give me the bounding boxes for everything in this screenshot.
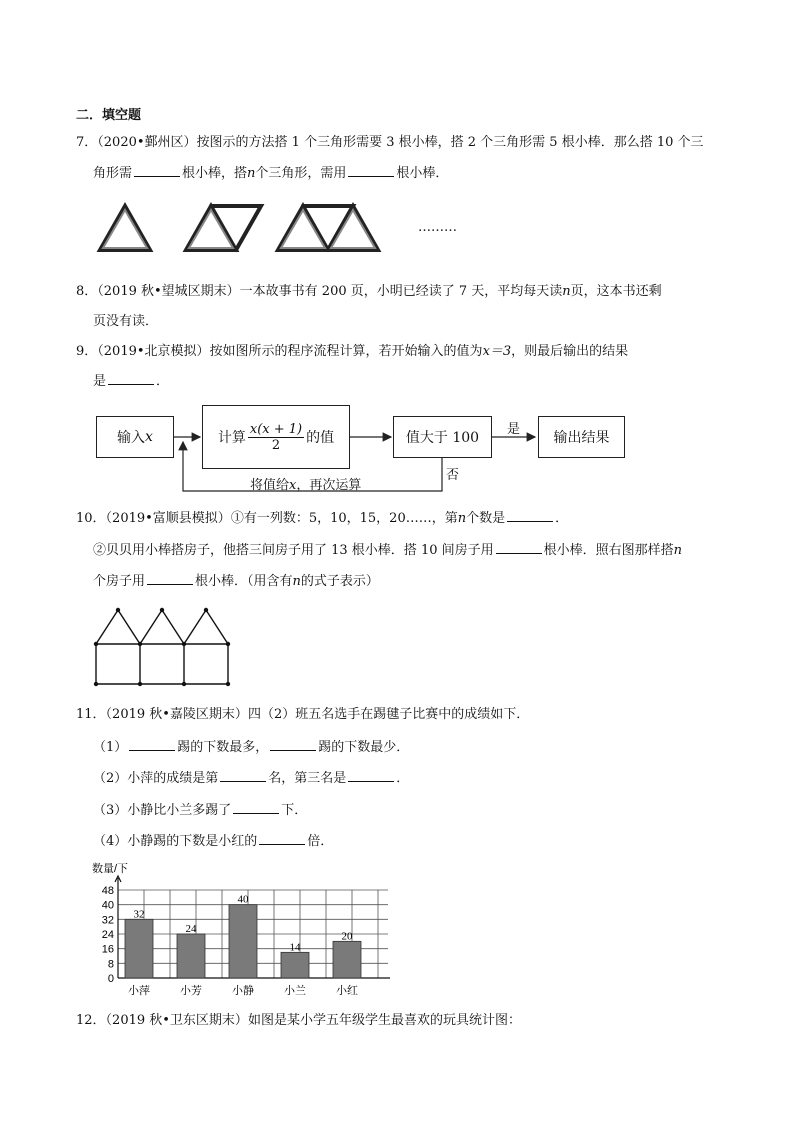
kick-scores-bar-chart [88, 860, 398, 998]
flow-output-box: 输出结果 [538, 416, 625, 458]
question-text: 倍． [307, 834, 334, 849]
question-number: 9． [76, 344, 98, 359]
question-source: （2019•北京模拟） [97, 344, 210, 359]
question-11-sub-3 [93, 801, 307, 820]
bar-value-label: 40 [237, 893, 249, 906]
section-title: 二．填空题 [76, 108, 142, 123]
question-text: 踢的下数最少． [318, 740, 410, 755]
question-text: 个数是 [466, 511, 506, 526]
flow-loop-text: 将值给 [250, 478, 290, 493]
question-text: 一本故事书有 200 页，小明已经读了 7 天，平均每天读 [239, 284, 563, 299]
question-text: ． [555, 511, 569, 526]
question-text: 页没有读． [93, 314, 159, 329]
question-10-line-2 [93, 541, 682, 560]
question-text: 是 [93, 374, 107, 389]
question-text: 按如图所示的程序流程计算，若开始输入的值为 [209, 344, 483, 359]
question-11-sub-1 [93, 738, 409, 757]
variable-n: n [457, 511, 467, 526]
stick-houses-figure [88, 604, 248, 694]
question-text: ，则最后输出的结果 [511, 344, 629, 359]
flow-compare-box: 值大于 100 [393, 416, 492, 458]
question-text: 四（2）班五名选手在踢毽子比赛中的成绩如下． [247, 707, 530, 722]
bar-小芳 [177, 934, 205, 978]
ellipsis-dots: ……… [418, 220, 457, 235]
question-text: ． [156, 374, 170, 389]
variable-n: n [247, 166, 256, 181]
answer-blank[interactable] [259, 832, 305, 845]
question-text: （4）小静踢的下数是小红的 [93, 834, 258, 849]
question-number: 11． [76, 707, 106, 722]
question-text: 根小棒．（用含有 [195, 574, 293, 589]
y-tick-label: 32 [101, 914, 114, 927]
y-tick-label: 48 [101, 885, 114, 897]
answer-blank[interactable] [348, 769, 394, 782]
variable-n: n [562, 284, 571, 299]
variable-n: n [673, 543, 683, 558]
question-text: ①有一列数：5，10，15，20……，第 [230, 511, 458, 526]
y-tick-label: 0 [107, 973, 114, 985]
question-text: 根小棒．照右图那样搭 [543, 543, 674, 558]
question-source: （2019 秋•卫东区期末） [105, 1013, 248, 1028]
question-number: 10． [76, 511, 106, 526]
question-number: 12． [76, 1013, 106, 1028]
question-source: （2019 秋•嘉陵区期末） [105, 707, 248, 722]
input-expression: x＝3 [482, 344, 512, 359]
question-text: 根小棒． [396, 166, 449, 181]
question-10-line-3 [93, 572, 379, 591]
question-text: （3）小静比小兰多踢了 [93, 803, 232, 818]
bar-value-label: 24 [185, 923, 197, 935]
question-text: ②贝贝用小棒搭房子，他搭三间房子用了 13 根小棒．搭 10 间房子用 [93, 543, 494, 558]
flow-input-box [96, 416, 174, 458]
question-text: （2）小萍的成绩是第 [93, 771, 219, 786]
bar-value-label: 20 [341, 930, 353, 943]
x-category-label: 小静 [232, 984, 254, 997]
question-11-sub-4 [93, 832, 333, 851]
question-11-line-1 [76, 706, 529, 724]
fraction-numerator: x(x + 1) [249, 421, 303, 437]
question-text: 下． [281, 803, 308, 818]
flow-no-label: 否 [446, 468, 460, 483]
question-source: （2020•鄞州区） [97, 135, 197, 150]
y-tick-label: 16 [101, 943, 114, 956]
question-number: 8． [76, 284, 98, 299]
question-text: ． [396, 771, 410, 786]
answer-blank[interactable] [147, 572, 193, 585]
bar-小萍 [125, 919, 153, 978]
answer-blank[interactable] [129, 738, 175, 751]
question-text: 踢的下数最多， [177, 740, 269, 755]
flow-loop-text: ，再次运算 [296, 478, 362, 493]
question-text: 角形需 [93, 166, 133, 181]
question-text: （1） [93, 740, 128, 755]
variable-n: n [292, 574, 301, 589]
x-category-label: 小芳 [180, 984, 202, 997]
question-text: 名，第三名是 [268, 771, 347, 786]
question-text: 个三角形，需用 [255, 166, 347, 181]
question-12-line-1 [76, 1012, 521, 1030]
chart-y-label: 数量/下 [92, 863, 129, 875]
flow-calc-box [202, 405, 350, 469]
answer-blank[interactable] [270, 738, 316, 751]
x-category-label: 小红 [336, 984, 358, 997]
answer-blank[interactable] [220, 769, 266, 782]
question-11-sub-2 [93, 769, 409, 788]
fraction-expression [248, 422, 304, 453]
x-category-label: 小萍 [128, 984, 150, 997]
question-number: 7． [76, 135, 98, 150]
x-category-label: 小兰 [284, 984, 306, 997]
bar-value-label: 32 [133, 908, 145, 921]
flow-calc-prefix: 计算 [217, 430, 246, 446]
variable-x: x [145, 429, 153, 445]
flow-loop-label [250, 474, 361, 493]
question-text: 根小棒，搭 [182, 166, 248, 181]
answer-blank[interactable] [507, 509, 553, 522]
bar-小静 [229, 905, 257, 978]
answer-blank[interactable] [233, 801, 279, 814]
flow-input-label: 输入 [117, 430, 146, 446]
flow-yes-label: 是 [507, 422, 521, 437]
question-text: 按图示的方法搭 1 个三角形需要 3 根小棒，搭 2 个三角形需 5 根小棒．那么搭 10 个三 [196, 135, 704, 150]
question-text: 个房子用 [93, 574, 146, 589]
y-tick-label: 40 [101, 899, 114, 912]
question-source: （2019•富顺县模拟） [105, 511, 231, 526]
y-tick-label: 8 [107, 958, 114, 971]
question-10-line-1 [76, 509, 568, 528]
fraction-denominator: 2 [271, 437, 281, 453]
bar-value-label: 14 [289, 941, 301, 954]
y-tick-label: 24 [101, 929, 114, 941]
question-text: 页，这本书还剩 [570, 284, 662, 299]
question-text: 的式子表示） [300, 574, 379, 589]
bar-小红 [333, 941, 361, 978]
flow-calc-suffix: 的值 [306, 430, 335, 446]
answer-blank[interactable] [496, 541, 542, 554]
house-roofs [96, 610, 228, 644]
variable-x: x [289, 478, 297, 493]
question-source: （2019 秋•望城区期末） [97, 284, 240, 299]
question-text: 如图是某小学五年级学生最喜欢的玩具统计图： [247, 1013, 521, 1028]
bar-小兰 [281, 952, 309, 978]
